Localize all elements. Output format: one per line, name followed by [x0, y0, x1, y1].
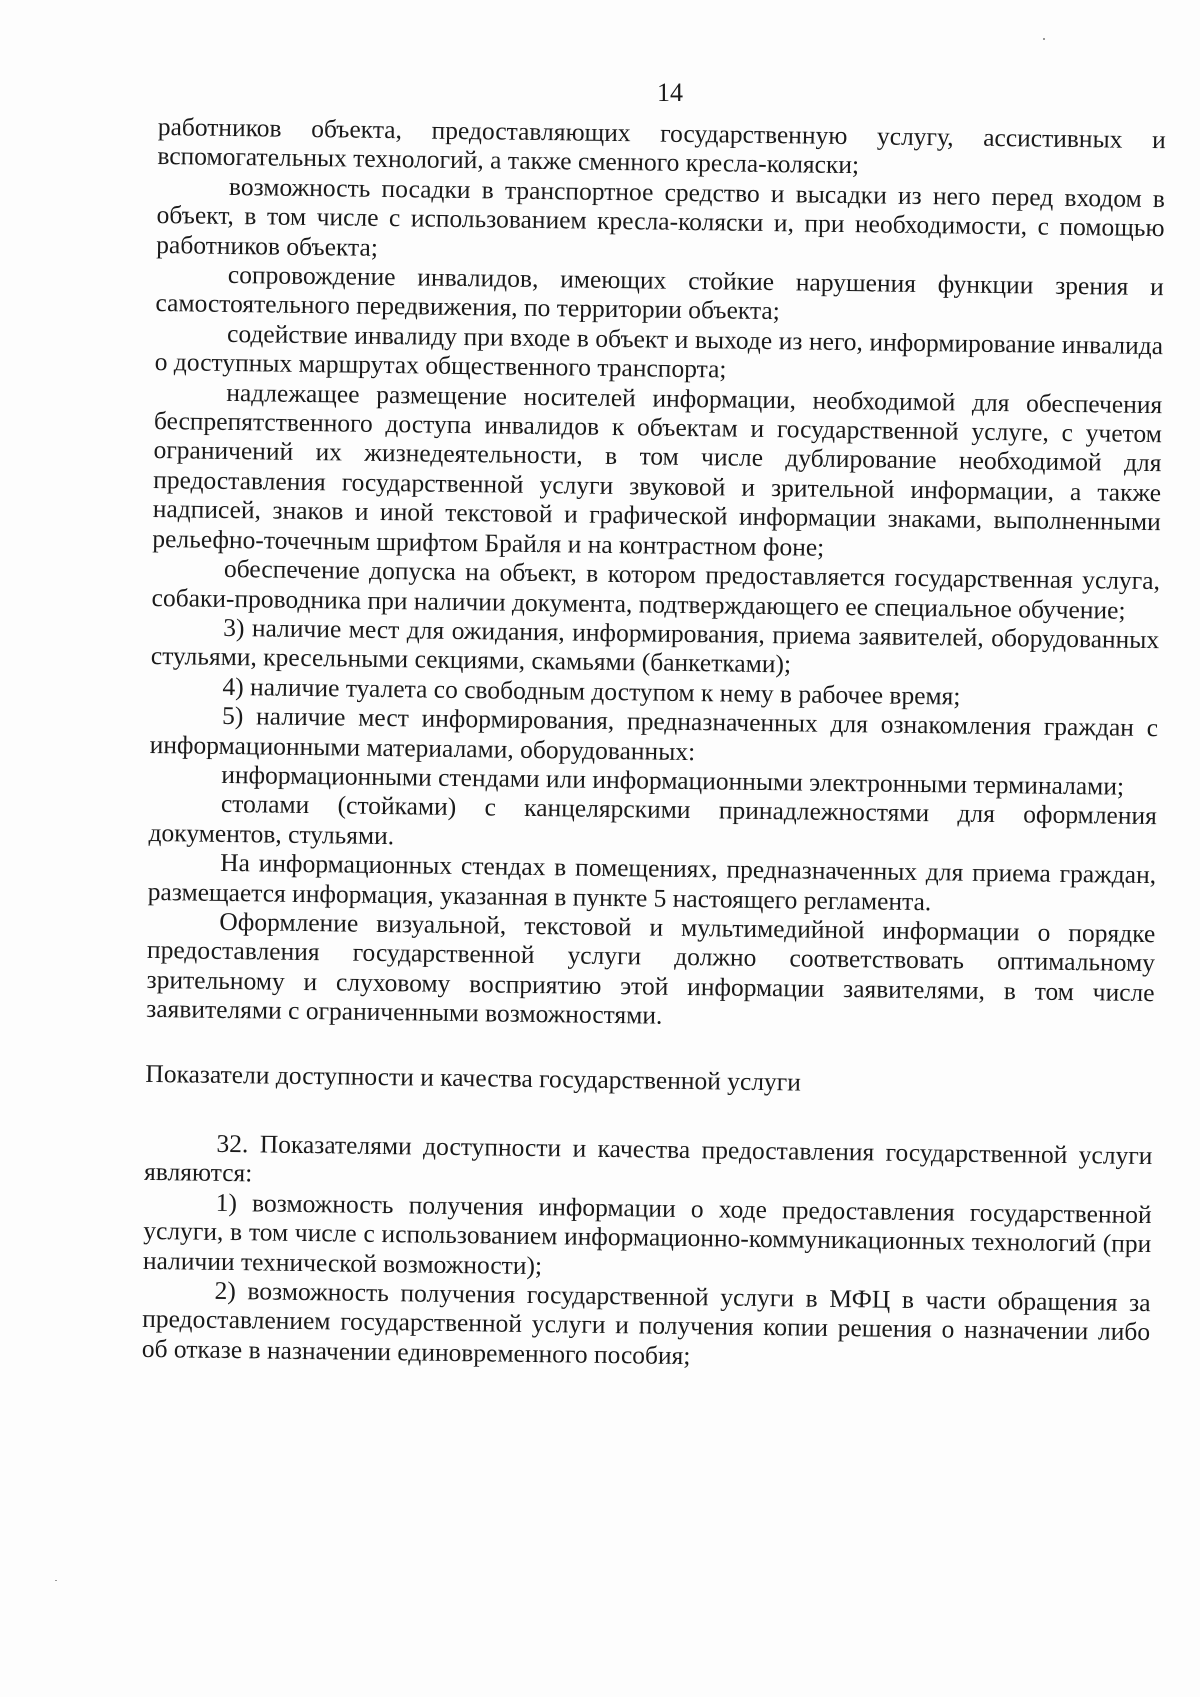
paragraph: информационными стендами или информационными электронными терминалами; — [221, 759, 1125, 801]
paragraph: обеспечение допуска на объект, в котором предоставляется государственная услуга, собаки-проводника при наличии документа, подтверждающего ее специальное обучение; — [151, 553, 1161, 625]
paragraph: 5) наличие мест информирования, предназначенных для ознакомления граждан с информационными материалами, оборудованных: — [149, 701, 1159, 766]
paragraph: На информационных стендах в помещениях, предназначенных для приема граждан, размещается информация, указанная в пункте 5 настоящего регламента. — [147, 848, 1157, 916]
paragraph: возможность посадки в транспортное средство и высадки из него перед входом в объект, в том числе с использованием кресла-коляски и, при необходимости, с помощью работников объекта; — [156, 171, 1166, 262]
paragraph: 3) наличие мест для ожидания, информирования, приема заявителей, оборудованных стульями, кресельными секциями, скамьями (банкетками); — [150, 612, 1160, 679]
paragraph: работников объекта, предоставляющих государственную услугу, ассистивных и вспомогательных технологий, а также сменного кресла-коляски; — [157, 112, 1166, 180]
document-body — [142, 112, 1166, 1376]
paragraph: сопровождение инвалидов, имеющих стойкие нарушения функции зрения и самостоятельного передвижения, по территории объекта; — [155, 259, 1164, 326]
paragraph: Оформление визуальной, текстовой и мультимедийной информации о порядке предоставления государственной услуги должно соответствовать оптимальному зрительному и слуховому восприятию этой информации заявителями, в том числе заявителями с ограниченными возможностями. — [146, 906, 1156, 1030]
paragraph: 2) возможность получения государственной услуги в МФЦ в части обращения за предоставлением государственной услуги и получения копии решения о назначении либо об отказе в назначении единовременного пособия; — [141, 1275, 1151, 1370]
page-number: 14 — [657, 78, 683, 107]
section-heading: Показатели доступности и качества государственной услуги — [145, 1058, 802, 1097]
paragraph: содействие инвалиду при входе в объект и выходе из него, информирование инвалида о доступных маршрутах общественного транспорта; — [154, 318, 1164, 384]
scan-speck — [1043, 38, 1045, 40]
scan-speck — [55, 1580, 57, 1581]
paragraph: 32. Показателями доступности и качества предоставления государственной услуги являются: — [143, 1128, 1153, 1188]
paragraph: 1) возможность получения информации о ходе предоставления государственной услуги, в том числе с использованием информационно-коммуникационных технологий (при наличии технической возможности); — [142, 1187, 1152, 1280]
paragraph: столами (стойками) с канцелярскими принадлежностями для оформления документов, стульями. — [148, 789, 1158, 850]
paragraph: 4) наличие туалета со свободным доступом к нему в рабочее время; — [222, 671, 961, 711]
paragraph: надлежащее размещение носителей информации, необходимой для обеспечения беспрепятственного доступа инвалидов к объектам и государственной услуге, с учетом ограничений их жизнедеятельности, в том числе дублирование необходимой для предоставления государственной услуги звуковой и зрительной информации, а также надписей, знаков и иной текстовой и графической информации знаками, выполненными рельефно-точечным шрифтом Брайля и на контрастном фоне; — [152, 377, 1163, 562]
